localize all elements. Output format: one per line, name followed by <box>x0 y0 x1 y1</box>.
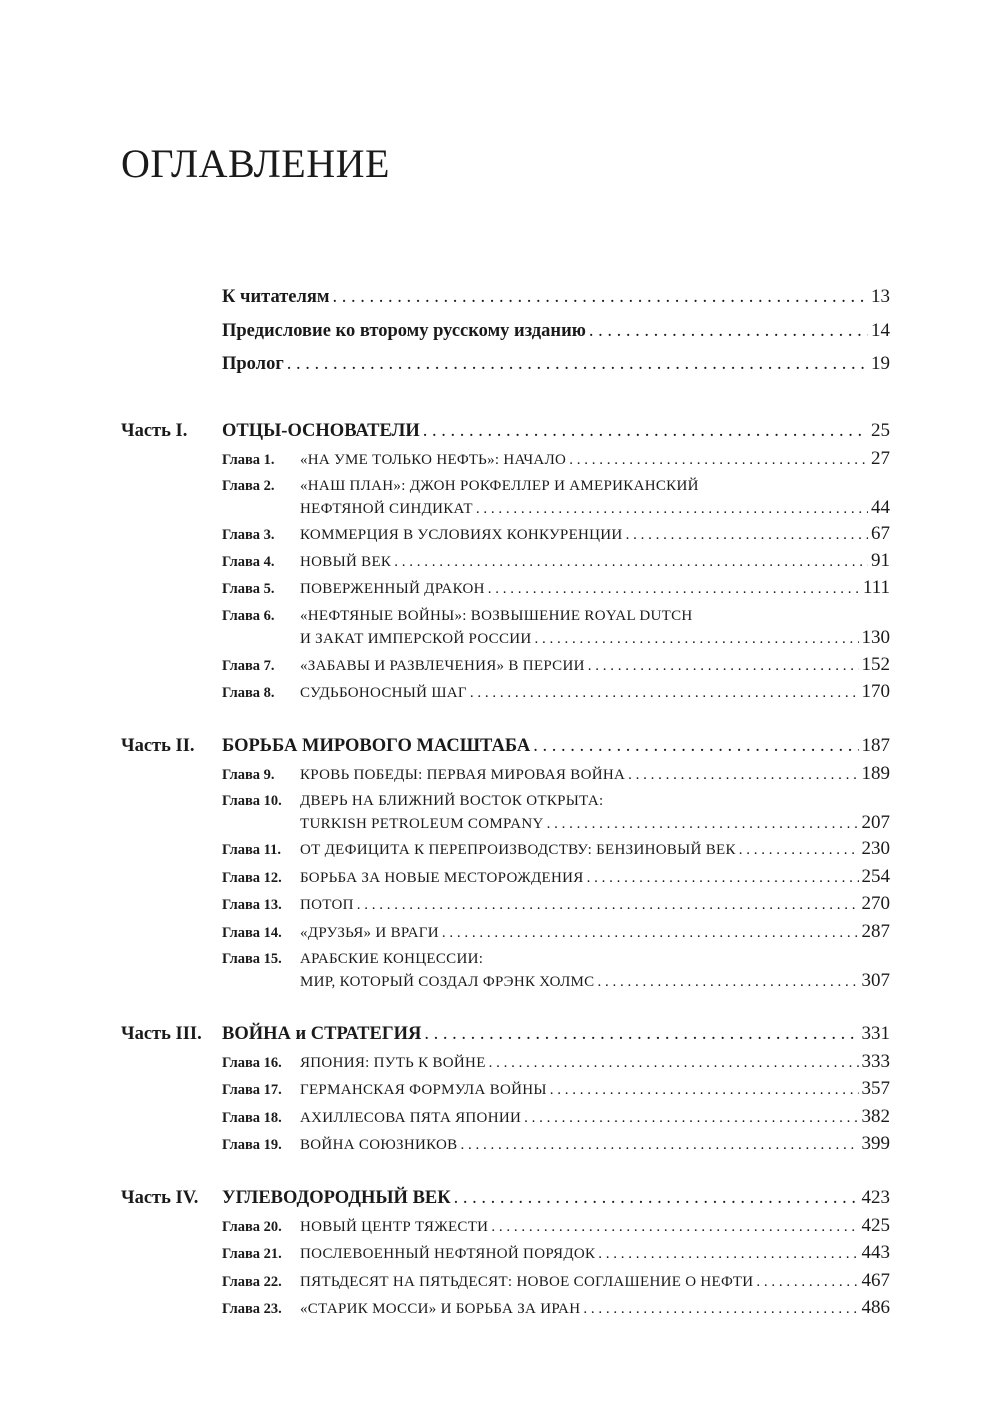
toc-page-number: 67 <box>871 523 890 544</box>
toc-page-number: 207 <box>861 812 890 833</box>
toc-chapter-entry[interactable] <box>222 948 890 993</box>
toc-front-entry[interactable] <box>222 319 890 343</box>
toc-chapter-entry[interactable] <box>222 448 890 471</box>
chapter-title: ВОЙНА СОЮЗНИКОВ <box>300 1137 458 1153</box>
dot-leader <box>333 285 868 309</box>
dot-leader <box>550 1079 859 1101</box>
chapter-number: Глава 4. <box>222 554 275 570</box>
toc-page-number: 254 <box>861 866 890 887</box>
toc-chapter-entry[interactable] <box>222 1106 890 1129</box>
chapter-number: Глава 14. <box>222 925 282 941</box>
part-title: ОТЦЫ-ОСНОВАТЕЛИ <box>222 421 420 441</box>
toc-part-entry[interactable] <box>121 1186 890 1210</box>
chapter-title: «ДРУЗЬЯ» И ВРАГИ <box>300 925 439 941</box>
dot-leader <box>739 839 859 861</box>
toc-chapter-entry[interactable] <box>222 921 890 944</box>
toc-page-number: 307 <box>861 970 890 991</box>
part-title: ВОЙНА и СТРАТЕГИЯ <box>222 1024 422 1044</box>
toc-chapter-entry[interactable] <box>222 654 890 677</box>
chapter-number: Глава 3. <box>222 527 275 543</box>
toc-page-number: 423 <box>861 1187 890 1208</box>
toc-chapter-entry[interactable] <box>222 1297 890 1320</box>
chapter-title-continued: НЕФТЯНОЙ СИНДИКАТ <box>300 501 473 517</box>
chapter-number: Глава 2. <box>222 478 275 494</box>
dot-leader <box>476 498 868 520</box>
part-number: Часть III. <box>121 1024 202 1044</box>
dot-leader <box>488 578 860 600</box>
chapter-number: Глава 6. <box>222 608 275 624</box>
chapter-number: Глава 19. <box>222 1137 282 1153</box>
toc-chapter-entry[interactable] <box>222 893 890 916</box>
toc-page-number: 14 <box>871 320 890 341</box>
chapter-title: «СТАРИК МОССИ» И БОРЬБА ЗА ИРАН <box>300 1301 581 1317</box>
toc-page-number: 382 <box>861 1106 890 1127</box>
toc-chapter-entry[interactable] <box>222 681 890 704</box>
toc-chapter-entry[interactable] <box>222 1215 890 1238</box>
part-number: Часть IV. <box>121 1188 199 1208</box>
chapter-number: Глава 17. <box>222 1082 282 1098</box>
dot-leader <box>628 764 858 786</box>
dot-leader <box>461 1134 859 1156</box>
toc-entry-label: К читателям <box>222 287 330 307</box>
chapter-title: ГЕРМАНСКАЯ ФОРМУЛА ВОЙНЫ <box>300 1082 547 1098</box>
chapter-number: Глава 5. <box>222 581 275 597</box>
dot-leader <box>533 734 858 758</box>
chapter-title-continued: И ЗАКАТ ИМПЕРСКОЙ РОССИИ <box>300 631 532 647</box>
chapter-title-continued: МИР, КОТОРЫЙ СОЗДАЛ ФРЭНК ХОЛМС <box>300 974 595 990</box>
toc-page-number: 152 <box>861 654 890 675</box>
toc-entry-label: Предисловие ко второму русскому изданию <box>222 321 586 341</box>
chapter-number: Глава 9. <box>222 767 275 783</box>
toc-page-number: 13 <box>871 286 890 307</box>
chapter-title: НОВЫЙ ВЕК <box>300 554 392 570</box>
toc-page-number: 331 <box>861 1023 890 1044</box>
chapter-number: Глава 16. <box>222 1055 282 1071</box>
chapter-title: КОММЕРЦИЯ В УСЛОВИЯХ КОНКУРЕНЦИИ <box>300 527 623 543</box>
toc-entry-label: Пролог <box>222 354 284 374</box>
dot-leader <box>626 524 868 546</box>
chapter-title: «НЕФТЯНЫЕ ВОЙНЫ»: ВОЗВЫШЕНИЕ ROYAL DUTCH <box>300 608 693 624</box>
chapter-number: Глава 21. <box>222 1246 282 1262</box>
chapter-title: ОТ ДЕФИЦИТА К ПЕРЕПРОИЗВОДСТВУ: БЕНЗИНОВЫЙ ВЕК <box>300 842 736 858</box>
dot-leader <box>587 867 859 889</box>
toc-page-number: 486 <box>861 1297 890 1318</box>
chapter-number: Глава 11. <box>222 842 282 858</box>
toc-page-number: 19 <box>871 353 890 374</box>
toc-page-number: 287 <box>861 921 890 942</box>
toc-page-number: 111 <box>862 577 890 598</box>
toc-chapter-entry[interactable] <box>222 866 890 889</box>
dot-leader <box>588 655 859 677</box>
toc-chapter-entry[interactable] <box>222 605 890 650</box>
dot-leader <box>524 1107 858 1129</box>
toc-page-number: 399 <box>861 1133 890 1154</box>
toc-page-number: 187 <box>861 735 890 756</box>
toc-chapter-entry[interactable] <box>222 838 890 861</box>
chapter-title: ПЯТЬДЕСЯТ НА ПЯТЬДЕСЯТ: НОВОЕ СОГЛАШЕНИЕ О НЕФТИ <box>300 1274 754 1290</box>
toc-page-number: 130 <box>861 627 890 648</box>
chapter-number: Глава 12. <box>222 870 282 886</box>
chapter-title: СУДЬБОНОСНЫЙ ШАГ <box>300 685 467 701</box>
toc-page-number: 25 <box>871 420 890 441</box>
chapter-title: «НАШ ПЛАН»: ДЖОН РОКФЕЛЛЕР И АМЕРИКАНСКИЙ <box>300 478 699 494</box>
dot-leader <box>583 1298 858 1320</box>
toc-chapter-entry[interactable] <box>222 550 890 573</box>
toc-chapter-entry[interactable] <box>222 1133 890 1156</box>
dot-leader <box>357 894 859 916</box>
chapter-number: Глава 8. <box>222 685 275 701</box>
toc-chapter-entry[interactable] <box>222 1078 890 1101</box>
chapter-title-continued: TURKISH PETROLEUM COMPANY <box>300 816 544 832</box>
part-number: Часть II. <box>121 736 195 756</box>
part-number: Часть I. <box>121 421 188 441</box>
toc-page-number: 425 <box>861 1215 890 1236</box>
dot-leader <box>489 1052 859 1074</box>
toc-chapter-entry[interactable] <box>222 790 890 835</box>
chapter-number: Глава 1. <box>222 452 275 468</box>
chapter-title: «ЗАБАВЫ И РАЗВЛЕЧЕНИЯ» В ПЕРСИИ <box>300 658 585 674</box>
chapter-title: ЯПОНИЯ: ПУТЬ К ВОЙНЕ <box>300 1055 486 1071</box>
toc-front-entry[interactable] <box>222 352 890 376</box>
toc-page-number: 170 <box>861 681 890 702</box>
dot-leader <box>569 449 868 471</box>
page-title: ОГЛАВЛЕНИЕ <box>121 141 390 186</box>
dot-leader <box>589 319 868 343</box>
dot-leader <box>394 551 868 573</box>
toc-page-number: 230 <box>861 838 890 859</box>
dot-leader <box>535 628 859 650</box>
dot-leader <box>547 813 859 835</box>
toc-page-number: 91 <box>871 550 890 571</box>
toc-page-number: 333 <box>861 1051 890 1072</box>
dot-leader <box>423 419 868 443</box>
toc-front-entry[interactable] <box>222 285 890 309</box>
toc-page-number: 357 <box>861 1078 890 1099</box>
toc-page-number: 189 <box>861 763 890 784</box>
toc-page-number: 467 <box>861 1270 890 1291</box>
chapter-title: БОРЬБА ЗА НОВЫЕ МЕСТОРОЖДЕНИЯ <box>300 870 584 886</box>
dot-leader <box>597 971 858 993</box>
toc-chapter-entry[interactable] <box>222 523 890 546</box>
toc-part-entry[interactable] <box>121 1022 890 1046</box>
chapter-title: АРАБСКИЕ КОНЦЕССИИ: <box>300 951 484 967</box>
chapter-number: Глава 23. <box>222 1301 282 1317</box>
chapter-number: Глава 15. <box>222 951 282 967</box>
chapter-title: ПОВЕРЖЕННЫЙ ДРАКОН <box>300 581 485 597</box>
chapter-title: ПОТОП <box>300 897 354 913</box>
chapter-title: «НА УМЕ ТОЛЬКО НЕФТЬ»: НАЧАЛО <box>300 452 567 468</box>
chapter-title: ДВЕРЬ НА БЛИЖНИЙ ВОСТОК ОТКРЫТА: <box>300 793 604 809</box>
dot-leader <box>756 1271 858 1293</box>
toc-part-entry[interactable] <box>121 419 890 443</box>
part-title: БОРЬБА МИРОВОГО МАСШТАБА <box>222 736 531 756</box>
toc-chapter-entry[interactable] <box>222 1051 890 1074</box>
toc-page-number: 443 <box>861 1242 890 1263</box>
dot-leader <box>470 682 859 704</box>
toc-chapter-entry[interactable] <box>222 577 890 600</box>
chapter-title: НОВЫЙ ЦЕНТР ТЯЖЕСТИ <box>300 1219 489 1235</box>
chapter-number: Глава 18. <box>222 1110 282 1126</box>
dot-leader <box>598 1243 858 1265</box>
chapter-title: КРОВЬ ПОБЕДЫ: ПЕРВАЯ МИРОВАЯ ВОЙНА <box>300 767 626 783</box>
chapter-number: Глава 13. <box>222 897 282 913</box>
chapter-title: ПОСЛЕВОЕННЫЙ НЕФТЯНОЙ ПОРЯДОК <box>300 1246 596 1262</box>
part-title: УГЛЕВОДОРОДНЫЙ ВЕК <box>222 1188 451 1208</box>
toc-page-number: 27 <box>871 448 890 469</box>
toc-chapter-entry[interactable] <box>222 1270 890 1293</box>
toc-page-number: 270 <box>861 893 890 914</box>
dot-leader <box>424 1022 858 1046</box>
chapter-number: Глава 20. <box>222 1219 282 1235</box>
dot-leader <box>442 922 859 944</box>
toc-chapter-entry[interactable] <box>222 475 890 520</box>
chapter-number: Глава 22. <box>222 1274 282 1290</box>
toc-chapter-entry[interactable] <box>222 1242 890 1265</box>
chapter-number: Глава 10. <box>222 793 282 809</box>
dot-leader <box>454 1186 859 1210</box>
toc-chapter-entry[interactable] <box>222 763 890 786</box>
toc-part-entry[interactable] <box>121 734 890 758</box>
chapter-number: Глава 7. <box>222 658 275 674</box>
dot-leader <box>287 352 868 376</box>
chapter-title: АХИЛЛЕСОВА ПЯТА ЯПОНИИ <box>300 1110 522 1126</box>
dot-leader <box>491 1216 858 1238</box>
toc-page-number: 44 <box>871 497 890 518</box>
